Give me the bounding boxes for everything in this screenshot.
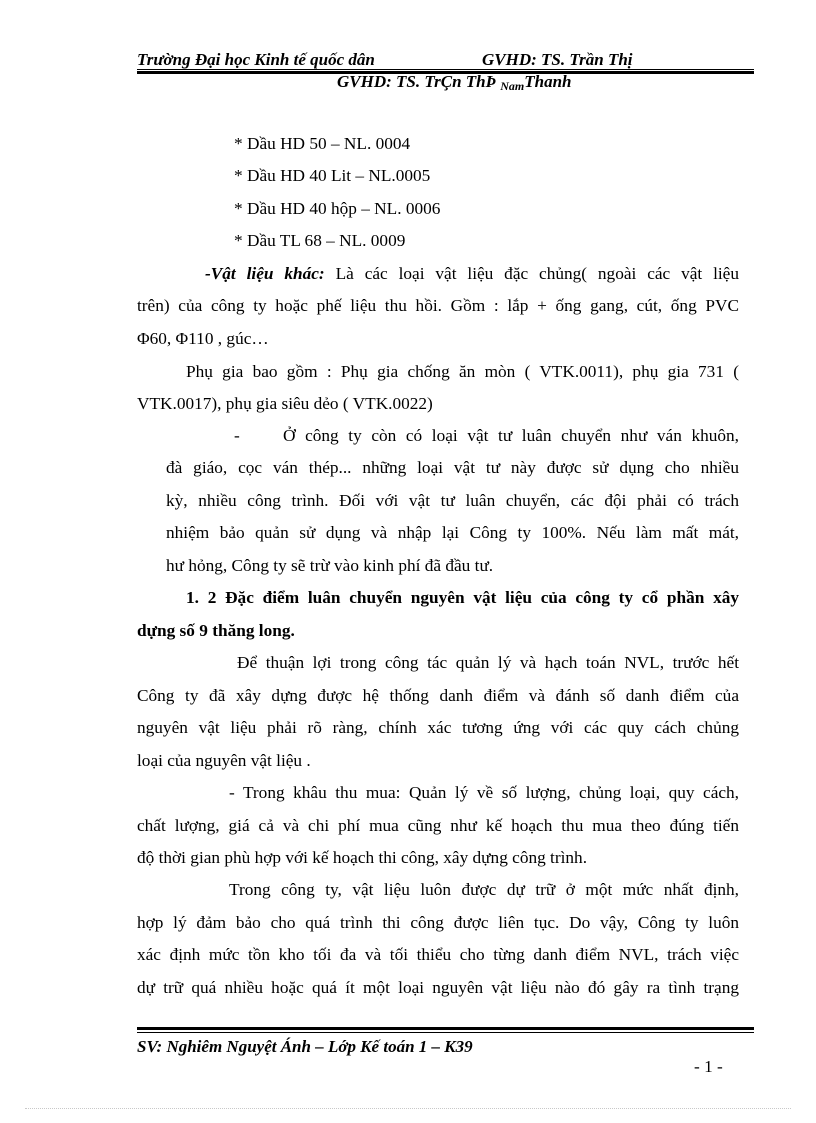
rotating-line5: hư hỏng, Công ty sẽ trừ vào kinh phí đã đầu tư.	[166, 556, 494, 575]
classification-line1: Để thuận lợi trong công tác quản lý và hạch toán NVL, trước hết	[237, 653, 739, 672]
classification-line2: Công ty đã xây dựng được hệ thống danh điểm và đánh số danh điểm của	[137, 686, 739, 705]
section-heading-line1: 1. 2 Đặc điểm luân chuyển nguyên vật liệu của công ty cổ phần xây	[186, 588, 739, 607]
other-materials-line2: trên) của công ty hoặc phế liệu thu hồi. Gồm : lắp + ống gang, cút, ống PVC	[137, 296, 739, 315]
storage-line4: dự trữ quá nhiều hoặc quá ít một loại nguyên vật liệu nào đó gây ra tình trạng	[137, 978, 739, 997]
header-rule-top	[137, 69, 754, 70]
page-edge-dotted-line	[25, 1108, 791, 1109]
header-advisor-garbled	[337, 72, 572, 94]
header-advisor: GVHD: TS. Trần Thị	[482, 50, 633, 69]
other-materials-line1	[205, 264, 739, 284]
footer-rule-bottom	[137, 1032, 754, 1033]
storage-line1: Trong công ty, vật liệu luôn được dự trữ ở một mức nhất định,	[229, 880, 739, 899]
purchasing-line3: độ thời gian phù hợp với kế hoạch thi công, xây dựng công trình.	[137, 848, 588, 867]
page-number: - 1 -	[694, 1057, 723, 1076]
other-materials-text: Là các loại vật liệu đặc chủng( ngoài các vật liệu	[335, 264, 739, 283]
classification-line3: nguyên vật liệu phải rõ ràng, chính xác tương ứng với các quy cách chủng	[137, 718, 739, 737]
purchasing-line2: chất lượng, giá cả và chi phí mua cũng như kế hoạch thu mua theo đúng tiến	[137, 816, 739, 835]
additives-line1: Phụ gia bao gồm : Phụ gia chống ăn mòn ( VTK.0011), phụ gia 731 (	[186, 362, 739, 381]
classification-line4: loại của nguyên vật liệu .	[137, 751, 311, 770]
rotating-line3: kỳ, nhiều công trình. Đối với vật tư luân chuyển, các đội phải có trách	[166, 491, 739, 510]
header-advisor-garbled-sub: Nam	[500, 79, 525, 93]
purchasing-line1: - Trong khâu thu mua: Quản lý về số lượng, chủng loại, quy cách,	[229, 783, 739, 802]
header-advisor-garbled-prefix: GVHD: TS. TrÇn ThÞ	[337, 72, 497, 91]
storage-line3: xác định mức tồn kho tối đa và tối thiểu cho từng danh điểm NVL, trách việc	[137, 945, 739, 964]
header-school: Trường Đại học Kinh tế quốc dân	[137, 50, 375, 69]
rotating-line1: Ở công ty còn có loại vật tư luân chuyển như ván khuôn,	[283, 426, 739, 445]
list-item: * Dầu HD 40 Lit – NL.0005	[234, 166, 431, 185]
rotating-line2: đà giáo, cọc ván thép... những loại vật tư này được sử dụng cho nhiều	[166, 458, 739, 477]
rotating-line4: nhiệm bảo quản sử dụng và nhập lại Công ty 100%. Nếu làm mất mát,	[166, 523, 739, 542]
list-item: * Dầu HD 40 hộp – NL. 0006	[234, 199, 441, 218]
list-item: * Dầu HD 50 – NL. 0004	[234, 134, 411, 153]
other-materials-line3: Φ60, Φ110 , gúc…	[137, 329, 269, 348]
footer-rule-top	[137, 1027, 754, 1030]
additives-line2: VTK.0017), phụ gia siêu dẻo ( VTK.0022)	[137, 394, 433, 413]
section-heading-line2: dựng số 9 thăng long.	[137, 621, 295, 640]
list-item: * Dầu TL 68 – NL. 0009	[234, 231, 406, 250]
rotating-dash: -	[234, 426, 240, 445]
header-advisor-garbled-suffix: Thanh	[524, 72, 572, 91]
other-materials-label: -Vật liệu khác:	[205, 264, 325, 283]
storage-line2: hợp lý đảm bảo cho quá trình thi công được liên tục. Do vậy, Công ty luôn	[137, 913, 739, 932]
footer-student: SV: Nghiêm Nguyệt Ánh – Lớp Kế toán 1 – K39	[137, 1037, 473, 1056]
